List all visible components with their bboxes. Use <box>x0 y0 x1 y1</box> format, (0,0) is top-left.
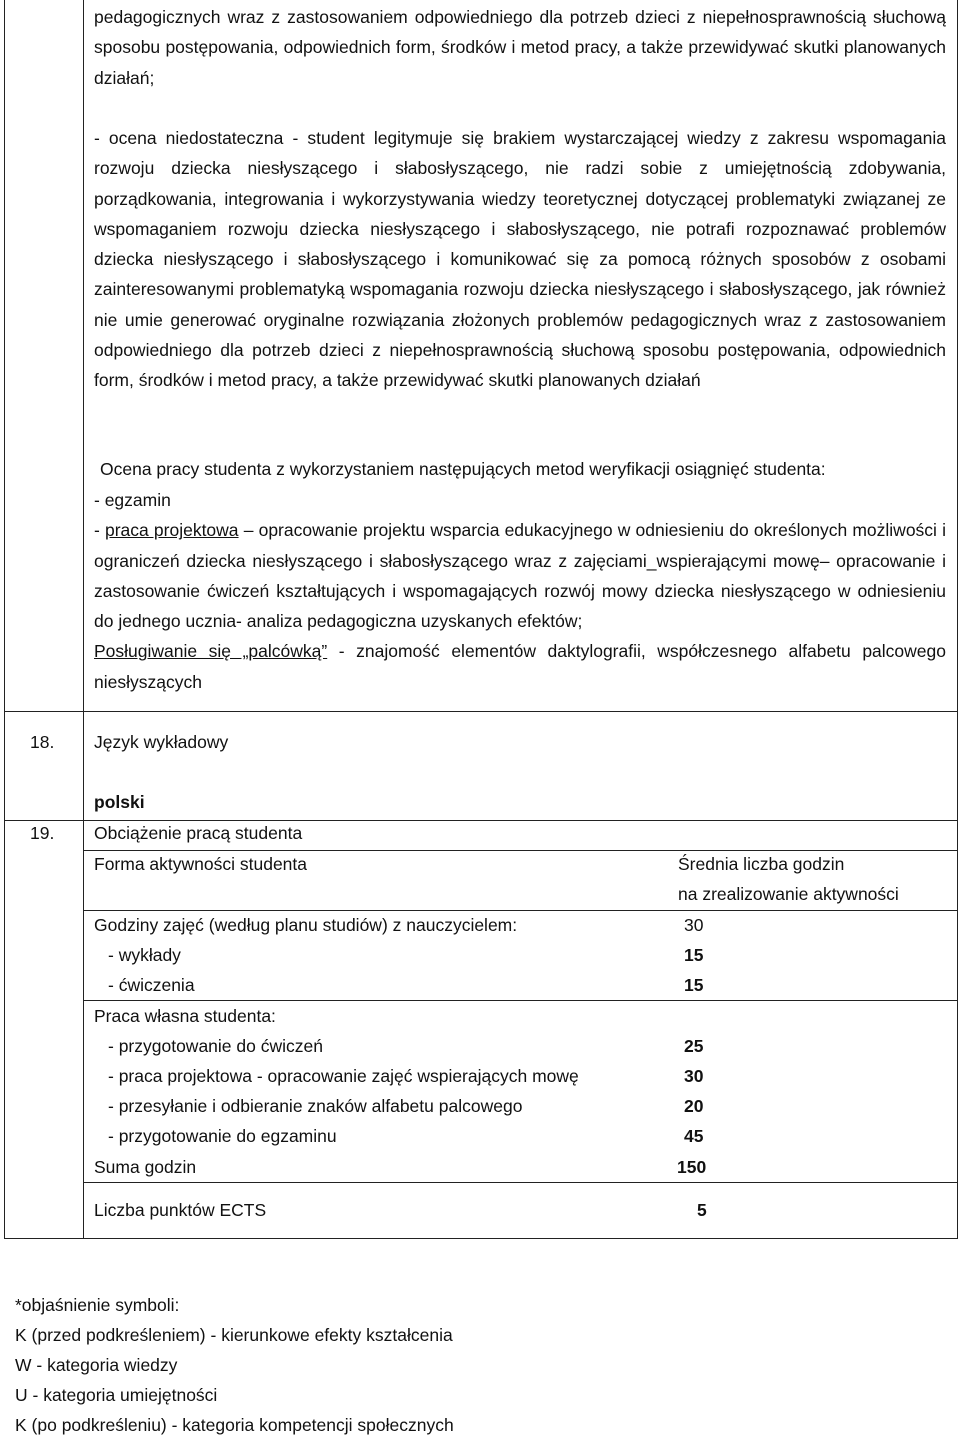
legend-w: W - kategoria wiedzy <box>15 1355 178 1375</box>
language-value: polski <box>94 792 145 812</box>
self-study-label: Praca własna studenta: <box>94 1006 276 1026</box>
contact-hours-value: 30 <box>684 915 704 935</box>
symbols-legend <box>15 1290 454 1440</box>
contact-hours-label: Godziny zajęć (według planu studiów) z nauczycielem: <box>94 915 518 935</box>
prep-exam-value: 45 <box>684 1126 704 1146</box>
total-hours-label: Suma godzin <box>94 1157 197 1177</box>
row-number-18: 18. <box>30 732 55 752</box>
workload-label: Obciążenie pracą studenta <box>94 823 303 843</box>
paragraph-insufficient: - ocena niedostateczna - student legitymuje się brakiem wystarczającej wiedzy z zakresu wspomagania rozwoju dziecka niesłyszącego i słabosłyszącego, nie radzi sobie z umiejętnością zdobywania, porządkowania, integrowania i wykorzystywania wiedzy teoretycznej dotyczącej problematyki związanej ze wspomaganiem rozwoju dziecka niesłyszącego i słabosłyszącego, nie potrafi rozpoznawać problemów dziecka niesłyszącego i słabosłyszącego i komunikować się za pomocą różnych sposobów z osobami zainteresowanymi problematyką wspomagania rozwoju dziecka niesłyszącego i słabosłyszącego, jak również nie umie generować oryginalne rozwiązania złożonych problemów pedagogicznych wraz z zastosowaniem odpowiedniego dla potrzeb dzieci z niepełnosprawnością słuchową sposobu postępowania, odpowiednich form, środków i metod pracy, a także przewidywać skutki planowanych działań <box>94 128 946 391</box>
assessment-intro: Ocena pracy studenta z wykorzystaniem następujących metod weryfikacji osiągnięć studenta: <box>100 459 826 479</box>
lectures-label: - wykłady <box>108 945 181 965</box>
grading-paragraph <box>94 123 946 396</box>
project-work-label: - praca projektowa - opracowanie zajęć wspierających mowę <box>108 1066 579 1086</box>
finger-signs-value: 20 <box>684 1096 704 1116</box>
assessment-block <box>94 454 946 484</box>
prep-exam-label: - przygotowanie do egzaminu <box>108 1126 337 1146</box>
project-item: - praca projektowa – opracowanie projektu wsparcia edukacyjnego w odniesieniu do określonych możliwości i ograniczeń dziecka niesłyszącego i słabosłyszącego wraz z zajęciami_wspierającymi mowę– opracowanie i zastosowanie ćwiczeń kształtujących i wspomagających rozwój mowy dziecka niesłyszącego w odniesieniu do jednego ucznia- analiza pedagogiczna uzyskanych efektów; <box>94 520 946 632</box>
hours-column-header: Średnia liczba godzin <box>678 854 845 874</box>
project-link: praca projektowa <box>104 520 239 541</box>
finger-alphabet-item: Posługiwanie się „palcówką” - znajomość elementów daktylografii, współczesnego alfabetu palcowego niesłyszących <box>94 641 946 692</box>
ects-value: 5 <box>697 1200 707 1220</box>
paragraph-continued: pedagogicznych wraz z zastosowaniem odpowiedniego dla potrzeb dzieci z niepełnosprawnością słuchową sposobu postępowania, odpowiednich form, środków i metod pracy, a także przewidywać skutki planowanych działań; <box>94 7 946 88</box>
project-work-value: 30 <box>684 1066 704 1086</box>
legend-u: U - kategoria umiejętności <box>15 1385 218 1405</box>
ects-label: Liczba punktów ECTS <box>94 1200 267 1220</box>
row-divider <box>4 711 957 712</box>
language-label: Język wykładowy <box>94 732 229 752</box>
row-number-19: 19. <box>30 823 55 843</box>
legend-title: *objaśnienie symboli: <box>15 1295 180 1315</box>
activity-column-header: Forma aktywności studenta <box>94 854 308 874</box>
exam-item: - egzamin <box>94 490 171 510</box>
assessment-block <box>94 485 946 697</box>
prep-exercises-label: - przygotowanie do ćwiczeń <box>108 1036 323 1056</box>
lectures-value: 15 <box>684 945 704 965</box>
finger-signs-label: - przesyłanie i odbieranie znaków alfabetu palcowego <box>108 1096 523 1116</box>
exercises-value: 15 <box>684 975 704 995</box>
legend-k-before: K (przed podkreśleniem) - kierunkowe efekty kształcenia <box>15 1325 453 1345</box>
exercises-label: - ćwiczenia <box>108 975 195 995</box>
total-hours-value: 150 <box>677 1157 707 1177</box>
row-divider <box>84 1182 957 1183</box>
finger-alphabet-link: Posługiwanie się „palcówką” <box>94 641 328 662</box>
hours-column-header-2: na zrealizowanie aktywności <box>678 884 899 904</box>
legend-k-after: K (po podkreśleniu) - kategoria kompetencji społecznych <box>15 1415 454 1435</box>
column-divider <box>83 0 84 1238</box>
prep-exercises-value: 25 <box>684 1036 704 1056</box>
grading-paragraph <box>94 2 946 93</box>
